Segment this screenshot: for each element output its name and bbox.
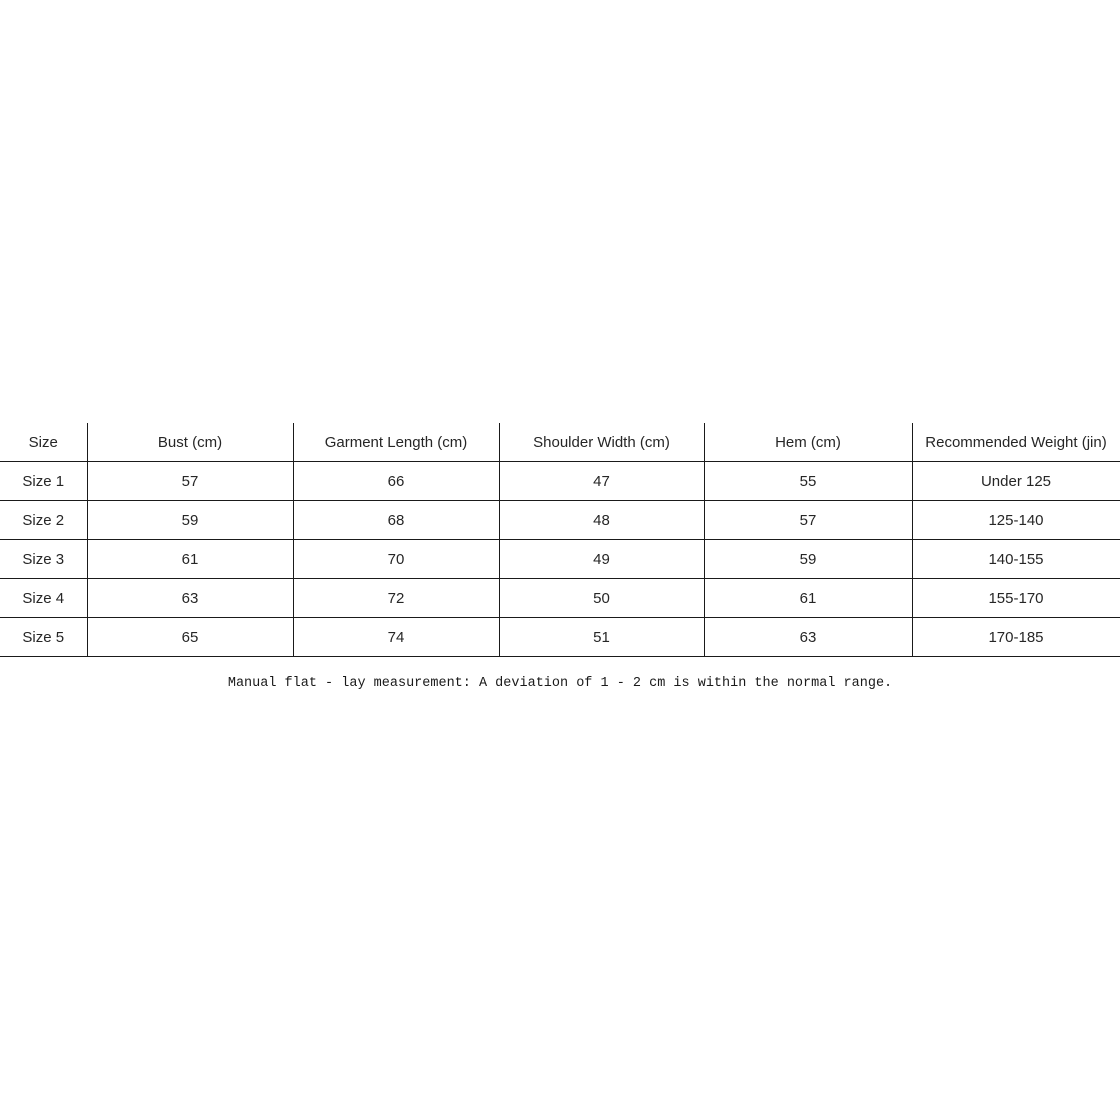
cell-size: Size 5 [0,618,87,657]
table-row [0,579,1120,618]
size-chart [0,423,1120,657]
cell-shoulder-width: 49 [499,540,704,579]
header-row [0,423,1120,462]
cell-hem: 61 [704,579,912,618]
cell-recommended-weight: 155-170 [912,579,1120,618]
column-header-garment-length: Garment Length (cm) [293,423,499,462]
size-chart-table [0,423,1120,657]
cell-recommended-weight: Under 125 [912,462,1120,501]
table-row [0,462,1120,501]
cell-size: Size 2 [0,501,87,540]
table-row [0,501,1120,540]
cell-shoulder-width: 50 [499,579,704,618]
cell-hem: 55 [704,462,912,501]
column-header-hem: Hem (cm) [704,423,912,462]
column-header-size: Size [0,423,87,462]
column-header-recommended-weight: Recommended Weight (jin) [912,423,1120,462]
cell-bust: 63 [87,579,293,618]
cell-bust: 61 [87,540,293,579]
cell-hem: 59 [704,540,912,579]
cell-garment-length: 68 [293,501,499,540]
cell-hem: 63 [704,618,912,657]
cell-size: Size 4 [0,579,87,618]
table-row [0,618,1120,657]
cell-recommended-weight: 125-140 [912,501,1120,540]
cell-garment-length: 72 [293,579,499,618]
cell-size: Size 3 [0,540,87,579]
cell-shoulder-width: 51 [499,618,704,657]
cell-shoulder-width: 47 [499,462,704,501]
cell-hem: 57 [704,501,912,540]
cell-bust: 57 [87,462,293,501]
column-header-bust: Bust (cm) [87,423,293,462]
cell-recommended-weight: 170-185 [912,618,1120,657]
cell-garment-length: 66 [293,462,499,501]
cell-shoulder-width: 48 [499,501,704,540]
cell-garment-length: 74 [293,618,499,657]
measurement-footnote: Manual flat - lay measurement: A deviation of 1 - 2 cm is within the normal range. [227,676,893,691]
column-header-shoulder-width: Shoulder Width (cm) [499,423,704,462]
cell-bust: 59 [87,501,293,540]
cell-garment-length: 70 [293,540,499,579]
cell-recommended-weight: 140-155 [912,540,1120,579]
table-row [0,540,1120,579]
cell-bust: 65 [87,618,293,657]
cell-size: Size 1 [0,462,87,501]
